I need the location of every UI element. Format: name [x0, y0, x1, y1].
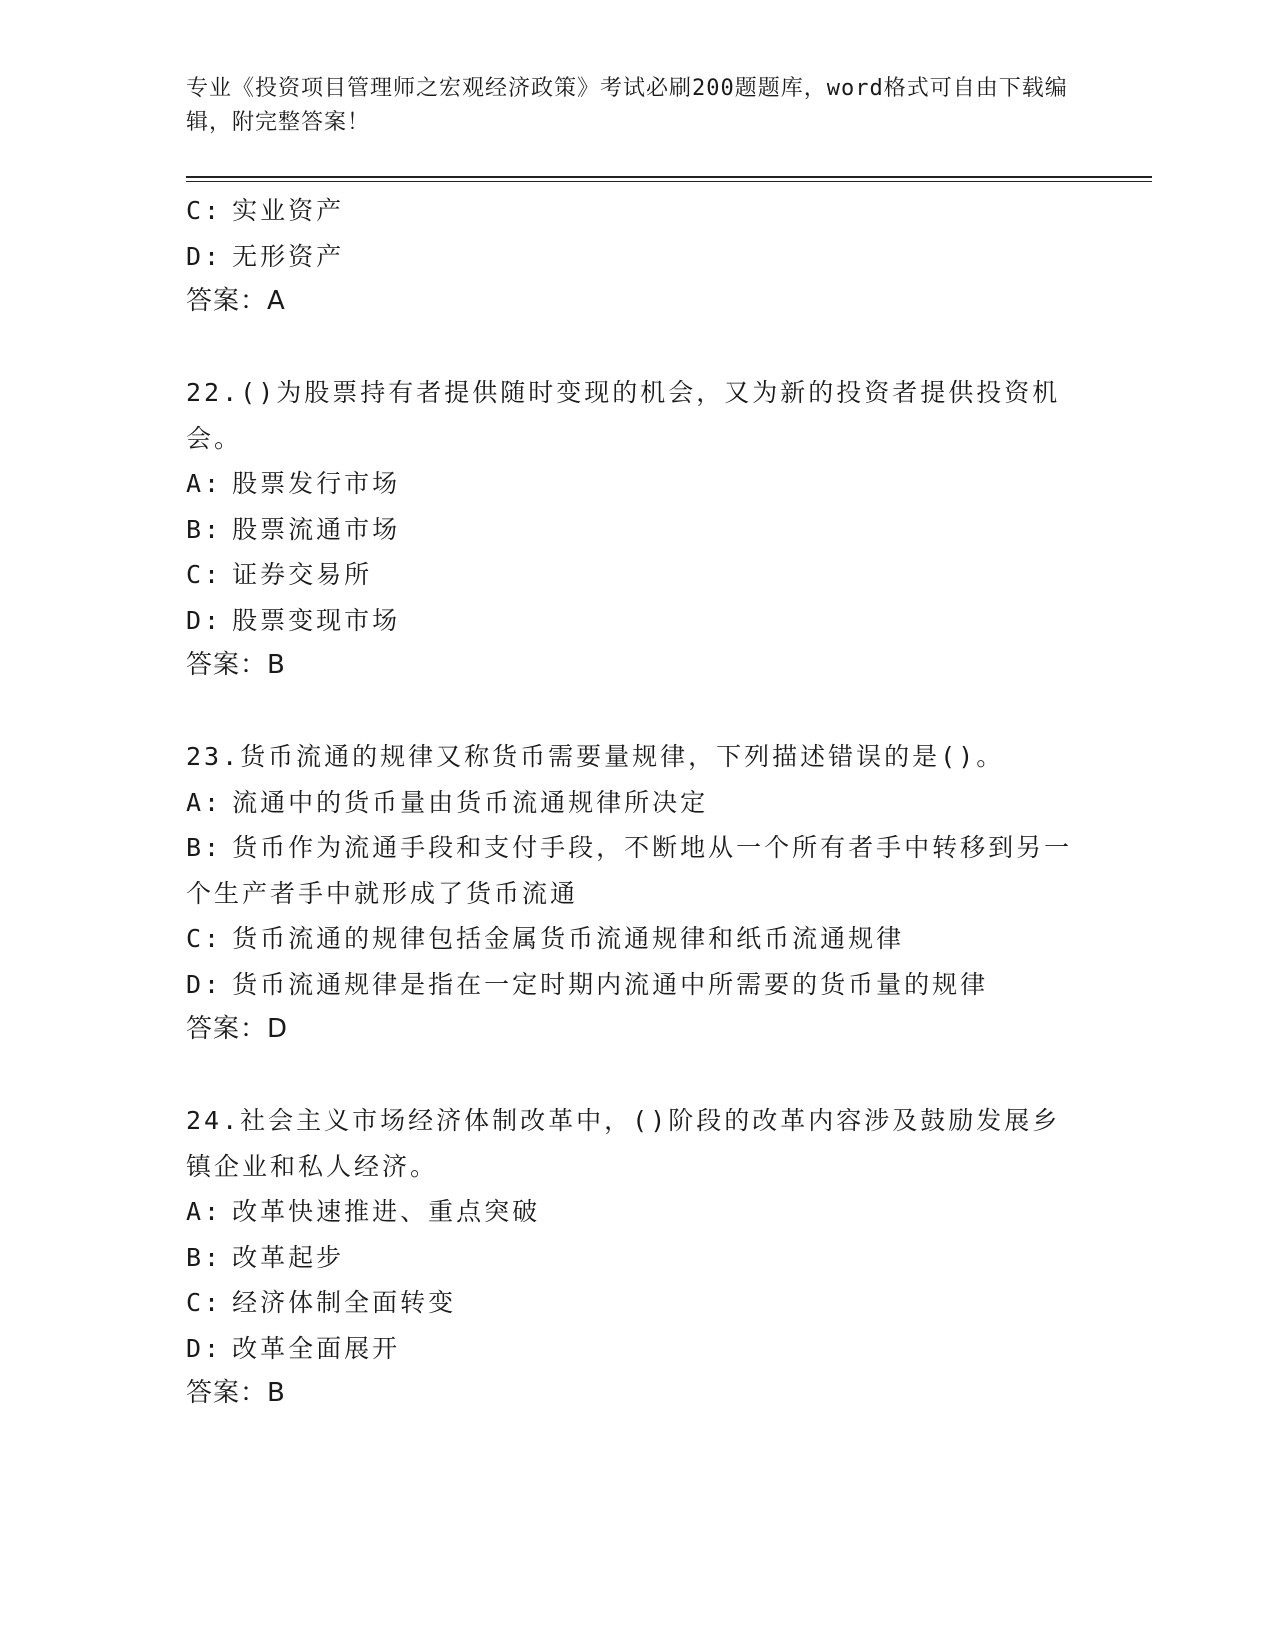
- option-key: C:: [186, 924, 223, 953]
- option-line: [186, 916, 1086, 962]
- option-key: D:: [186, 605, 223, 635]
- question-list: [186, 188, 1086, 1417]
- option-key: C:: [186, 560, 223, 589]
- question-block-prev: [186, 188, 1086, 325]
- question-title: 23.货币流通的规律又称货币需要量规律，下列描述错误的是()。: [186, 742, 1005, 771]
- option-line: [186, 552, 1086, 598]
- answer-value: B: [267, 1378, 286, 1408]
- option-text: 无形资产: [232, 241, 345, 271]
- option-key: A:: [186, 787, 223, 817]
- option-key: B:: [186, 1242, 223, 1272]
- option-line: [186, 234, 1086, 280]
- option-text: 实业资产: [232, 196, 345, 225]
- option-line: [186, 962, 1086, 1008]
- option-line: [186, 1235, 1086, 1281]
- answer-label: 答案：: [186, 1378, 268, 1408]
- option-text: 改革快速推进、重点突破: [232, 1197, 541, 1226]
- option-text: 货币流通规律是指在一定时期内流通中所需要的货币量的规律: [232, 969, 989, 999]
- option-text: 股票变现市场: [232, 605, 401, 635]
- header-divider: [186, 176, 1152, 182]
- question-block-24: [186, 1098, 1086, 1417]
- option-line: [186, 1326, 1086, 1372]
- option-text: 经济体制全面转变: [232, 1288, 457, 1317]
- answer-line: [186, 643, 1086, 689]
- option-key: D:: [186, 241, 223, 271]
- answer-line: [186, 1007, 1086, 1053]
- spacer: [186, 689, 1086, 735]
- option-key: B:: [186, 833, 223, 862]
- answer-label: 答案：: [186, 650, 268, 680]
- answer-value: A: [267, 286, 286, 316]
- option-key: A:: [186, 469, 223, 498]
- answer-label: 答案：: [186, 286, 268, 316]
- option-line: [186, 461, 1086, 507]
- answer-value: B: [267, 650, 286, 680]
- option-text: 证券交易所: [232, 560, 373, 589]
- option-text: 货币作为流通手段和支付手段，不断地从一个所有者手中转移到另一个生产者手中就形成了货币流通: [186, 833, 1073, 908]
- question-block-23: [186, 734, 1086, 1053]
- option-key: C:: [186, 1288, 223, 1317]
- question-block-22: [186, 370, 1086, 689]
- spacer: [186, 1053, 1086, 1099]
- option-text: 货币流通的规律包括金属货币流通规律和纸币流通规律: [232, 924, 905, 953]
- option-line: [186, 825, 1086, 916]
- question-title: 22.()为股票持有者提供随时变现的机会，又为新的投资者提供投资机会。: [186, 378, 1061, 453]
- answer-label: 答案：: [186, 1014, 268, 1044]
- document-header: [186, 72, 1086, 140]
- option-text: 股票流通市场: [232, 514, 401, 544]
- option-text: 流通中的货币量由货币流通规律所决定: [232, 787, 709, 817]
- option-line: [186, 188, 1086, 234]
- option-key: D:: [186, 969, 223, 999]
- option-line: [186, 1280, 1086, 1326]
- option-line: [186, 598, 1086, 644]
- option-key: B:: [186, 514, 223, 544]
- option-key: A:: [186, 1197, 223, 1226]
- option-line: [186, 1189, 1086, 1235]
- spacer: [186, 325, 1086, 371]
- option-key: D:: [186, 1333, 223, 1363]
- option-text: 股票发行市场: [232, 469, 401, 498]
- question-title: 24.社会主义市场经济体制改革中，()阶段的改革内容涉及鼓励发展乡镇企业和私人经济。: [186, 1106, 1061, 1181]
- option-text: 改革起步: [232, 1242, 345, 1272]
- answer-line: [186, 1371, 1086, 1417]
- answer-line: [186, 279, 1086, 325]
- option-line: [186, 507, 1086, 553]
- header-title: 专业《投资项目管理师之宏观经济政策》考试必刷200题题库，word格式可自由下载编辑，附完整答案！: [186, 76, 1068, 135]
- option-text: 改革全面展开: [232, 1333, 401, 1363]
- answer-value: D: [267, 1014, 289, 1044]
- option-line: [186, 780, 1086, 826]
- option-key: C:: [186, 196, 223, 225]
